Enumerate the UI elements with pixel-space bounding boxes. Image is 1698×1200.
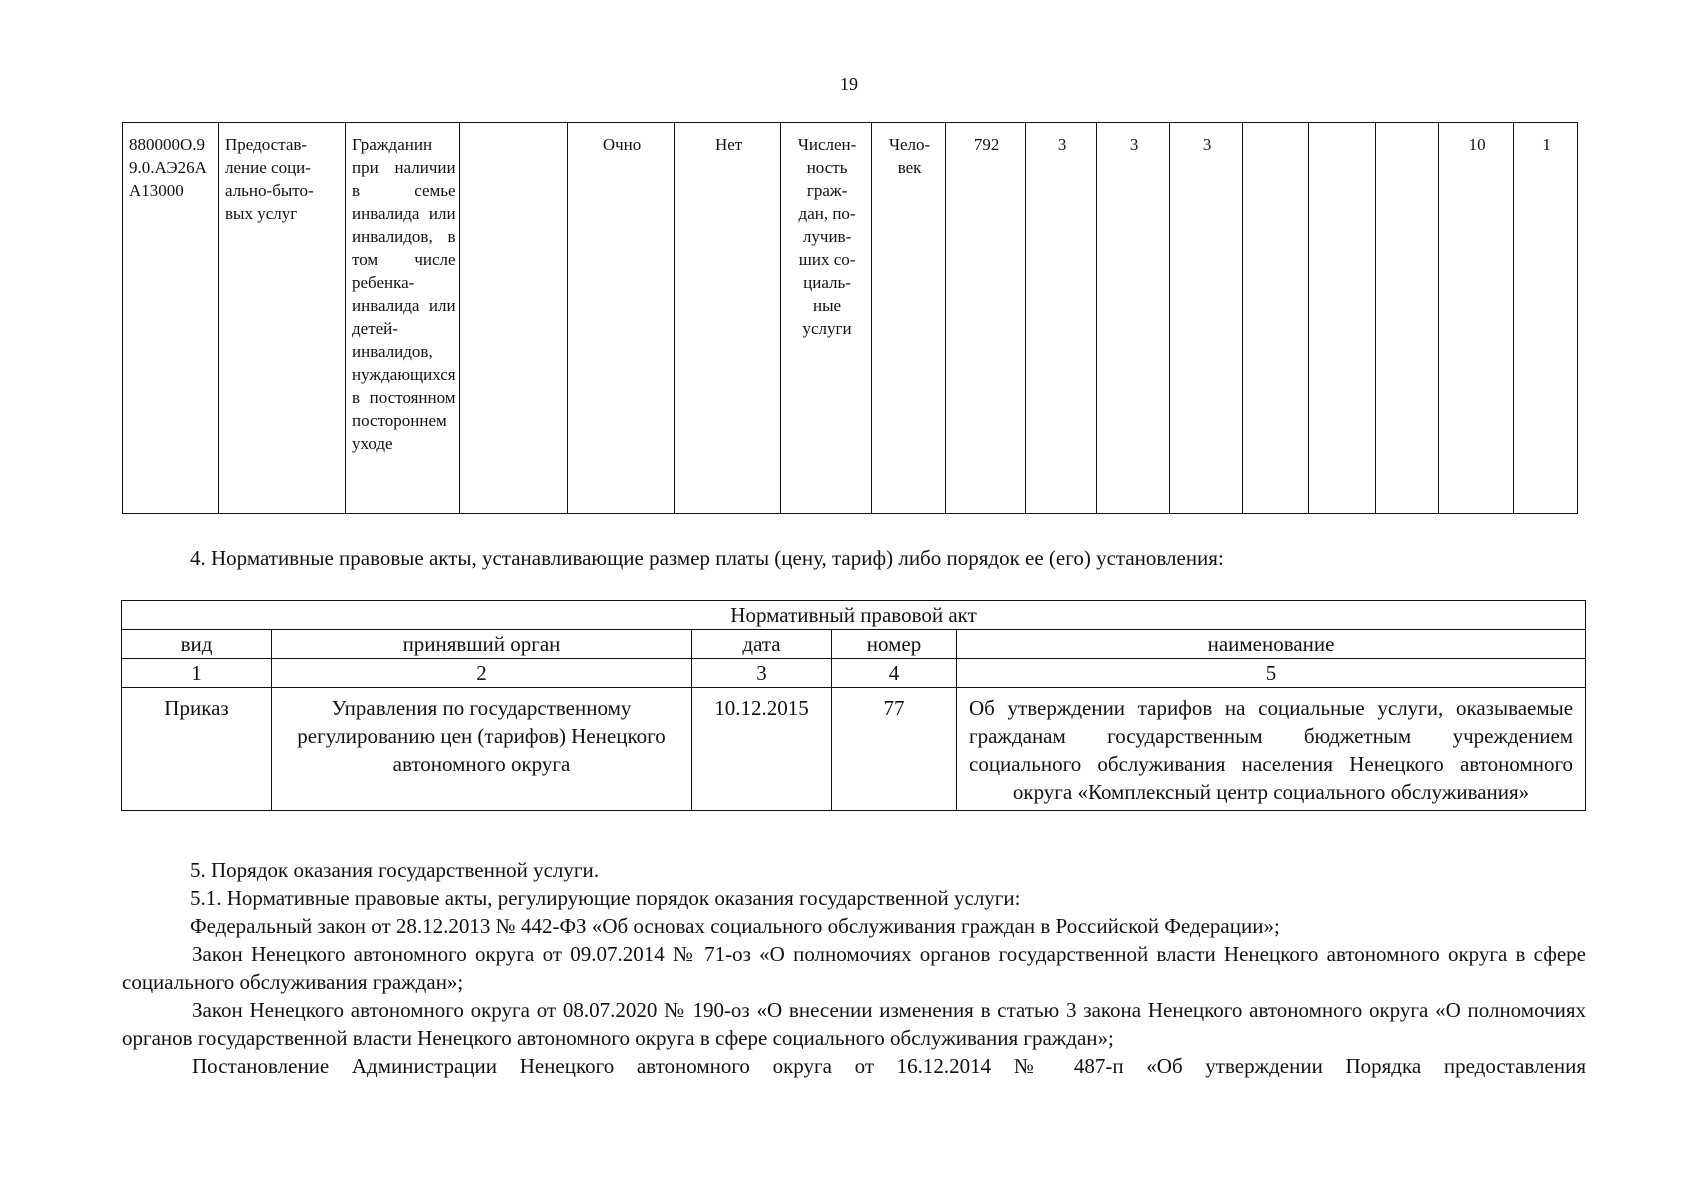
section5-1-heading: 5.1. Нормативные правовые акты, регулирующие порядок оказания государственной услуги: bbox=[190, 886, 1021, 910]
empty-cell bbox=[459, 123, 567, 514]
table-row bbox=[122, 659, 1586, 688]
service-code-cell: 880000О.99.0.АЭ26АА13000 bbox=[123, 123, 219, 514]
condition-cell: Нет bbox=[674, 123, 780, 514]
acts-table-header: Нормативный правовой акт bbox=[122, 601, 1586, 630]
empty-cell bbox=[1375, 123, 1438, 514]
deviation-percent-cell: 10 bbox=[1438, 123, 1513, 514]
table-row bbox=[122, 630, 1586, 659]
section5-heading: 5. Порядок оказания государственной услуги. bbox=[190, 858, 599, 882]
service-form-cell: Очно bbox=[567, 123, 674, 514]
column-header: дата bbox=[692, 630, 832, 659]
table-row bbox=[122, 688, 1586, 811]
okei-cell: 792 bbox=[945, 123, 1025, 514]
unit-cell: Чело- век bbox=[871, 123, 945, 514]
column-number: 2 bbox=[272, 659, 692, 688]
column-header: номер bbox=[832, 630, 957, 659]
act-type-cell: Приказ bbox=[122, 688, 272, 811]
law-nao-71: Закон Ненецкого автономного округа от 09.07.2014 № 71-оз «О полномочиях органов государственной власти Ненецкого автономного округа в сфере социального обслуживания граждан»; bbox=[122, 942, 1586, 994]
column-number: 4 bbox=[832, 659, 957, 688]
column-number: 3 bbox=[692, 659, 832, 688]
page-number: 19 bbox=[840, 74, 858, 94]
column-header: вид bbox=[122, 630, 272, 659]
act-body-cell: Управления по государственному регулированию цен (тарифов) Ненецкого автономного округа bbox=[272, 688, 692, 811]
recipient-category-cell: Гражданин при наличии в семье инвалида или инвалидов, в том числе ребенка-инвалида или детей-инвалидов, нуждающихся в постоянном постороннем уходе bbox=[346, 123, 460, 514]
empty-cell bbox=[1242, 123, 1308, 514]
column-header: принявший орган bbox=[272, 630, 692, 659]
value-cell: 3 bbox=[1169, 123, 1242, 514]
indicator-cell: Числен- ность граж- дан, по- лучив- ших со- циаль- ные услуги bbox=[780, 123, 871, 514]
act-name-cell: Об утверждении тарифов на социальные услуги, оказываемые гражданам государственным бюджетным учреждением социального обслуживания населения Ненецкого автономного округа «Комплексный центр социального обслуживания» bbox=[957, 688, 1586, 811]
value-cell: 3 bbox=[1096, 123, 1169, 514]
law-nao-190: Закон Ненецкого автономного округа от 08.07.2020 № 190-оз «О внесении изменения в статью 3 закона Ненецкого автономного округа «О полномочиях органов государственной власти Ненецкого автономного округа в сфере социального обслуживания граждан»; bbox=[122, 998, 1586, 1050]
empty-cell bbox=[1308, 123, 1375, 514]
column-number: 1 bbox=[122, 659, 272, 688]
table-row bbox=[123, 123, 1578, 514]
service-name-cell: Предостав- ление соци- ально-быто- вых услуг bbox=[219, 123, 346, 514]
column-number: 5 bbox=[957, 659, 1586, 688]
act-date-cell: 10.12.2015 bbox=[692, 688, 832, 811]
value-cell: 3 bbox=[1025, 123, 1096, 514]
table-row bbox=[122, 601, 1586, 630]
service-table bbox=[122, 122, 1578, 514]
deviation-value-cell: 1 bbox=[1513, 123, 1577, 514]
law-federal-442: Федеральный закон от 28.12.2013 № 442-ФЗ «Об основах социального обслуживания граждан в Российской Федерации»; bbox=[190, 914, 1280, 938]
section4-heading: 4. Нормативные правовые акты, устанавливающие размер платы (цену, тариф) либо порядок ее (его) установления: bbox=[190, 546, 1224, 570]
resolution-487: Постановление Администрации Ненецкого автономного округа от 16.12.2014 № 487-п «Об утверждении Порядка предоставления bbox=[192, 1054, 1586, 1078]
act-number-cell: 77 bbox=[832, 688, 957, 811]
column-header: наименование bbox=[957, 630, 1586, 659]
acts-table bbox=[121, 600, 1586, 811]
